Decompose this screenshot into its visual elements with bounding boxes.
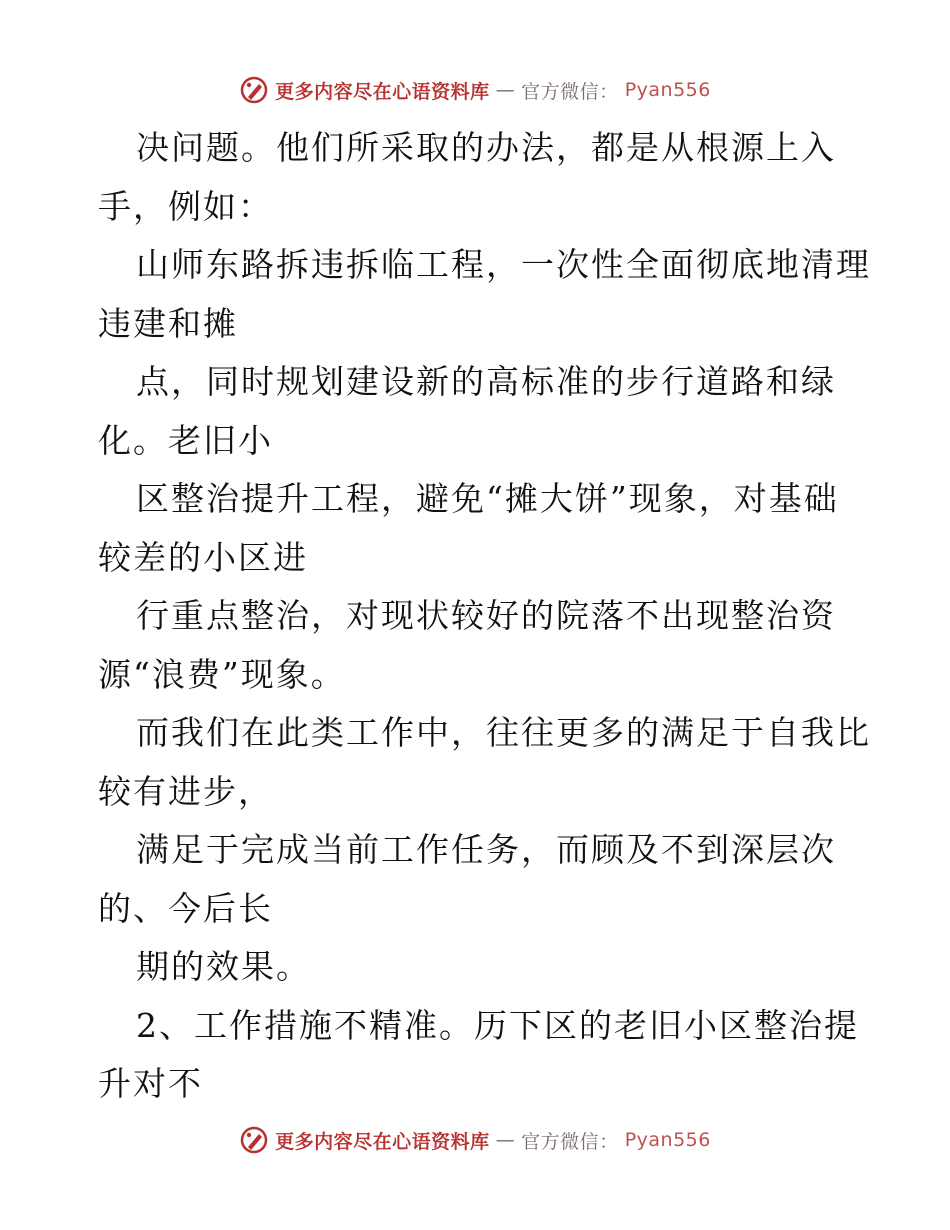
footer-brand-text: 更多内容尽在心语资料库 (275, 1130, 490, 1153)
text-line: 的、今后长 (98, 888, 273, 928)
pen-logo-icon (239, 1125, 269, 1155)
text-line: 满足于完成当前工作任务，而顾及不到深层次 (136, 830, 836, 869)
text-line: 较有进步， (98, 771, 273, 811)
header-banner (0, 70, 950, 110)
header-dash: — (495, 79, 516, 101)
text-line: 而我们在此类工作中，往往更多的满足于自我比 (136, 713, 871, 752)
text-line: 行重点整治，对现状较好的院落不出现整治资 (136, 596, 836, 635)
document-body (98, 119, 871, 1114)
text-line: 山师东路拆违拆临工程，一次性全面彻底地清理 (136, 245, 871, 284)
footer-wechat-label: 官方微信： (521, 1130, 619, 1153)
text-line: 决问题。他们所采取的办法，都是从根源上入 (136, 128, 836, 167)
text-line: 点，同时规划建设新的高标准的步行道路和绿 (136, 362, 836, 401)
header-brand-text: 更多内容尽在心语资料库 (275, 80, 490, 103)
text-line: 期的效果。 (136, 947, 311, 986)
footer-wechat-id: Pyan556 (624, 1129, 711, 1151)
text-line: 手，例如： (98, 186, 273, 226)
text-line: 较差的小区进 (98, 537, 308, 577)
text-line: 化。老旧小 (98, 420, 273, 460)
header-wechat-label: 官方微信： (521, 80, 619, 103)
text-line: 2、工作措施不精准。历下区的老旧小区整治提 (136, 1005, 859, 1045)
pen-logo-icon (239, 75, 269, 105)
text-line: 源“浪费”现象。 (98, 654, 346, 694)
text-line: 区整治提升工程，避免“摊大饼”现象，对基础 (136, 479, 839, 518)
footer-banner (0, 1120, 950, 1160)
footer-dash: — (495, 1129, 516, 1151)
text-line: 违建和摊 (98, 303, 238, 343)
header-wechat-id: Pyan556 (624, 79, 711, 101)
text-line: 升对不 (98, 1064, 203, 1103)
